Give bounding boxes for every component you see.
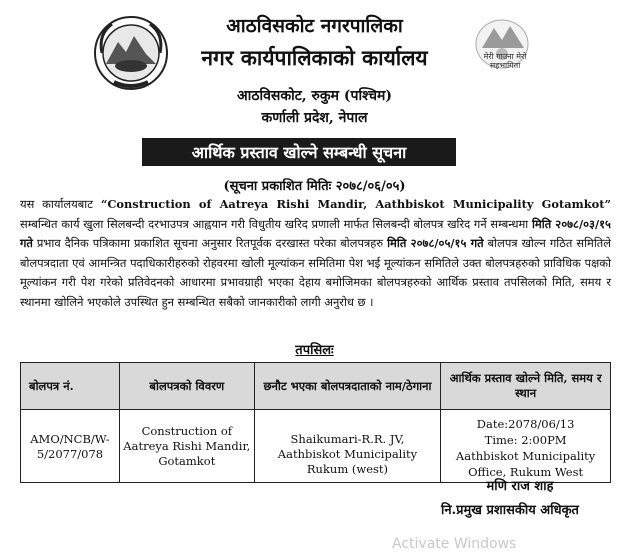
- date-highlight: मिति २०७८/०५/१५ गते: [387, 236, 484, 251]
- signatory-designation: नि.प्रमुख प्रशासकीय अधिकृत: [441, 503, 579, 518]
- header-opening: आर्थिक प्रस्ताव खोल्ने मिति, समय र स्थान: [441, 363, 611, 410]
- cell-bid-no: AMO/NCB/W-5/2077/078: [21, 410, 120, 483]
- paragraph-text: सम्बन्धित कार्य खुला सिलबन्दी दरभाउपत्र आह्वयान गरी विधुतीय खरिद प्रणाली मार्फत सिलबन्दी बोलपत्र खरिद गर्ने सम्बन्धमा: [20, 216, 532, 231]
- paragraph-text: यस कार्यालयबाट: [20, 197, 101, 211]
- office-address: आठविसकोट, रुकुम (पश्चिम): [237, 88, 392, 104]
- bid-table: [20, 362, 611, 483]
- cell-opening: [441, 410, 611, 483]
- header-description: बोलपत्रको विवरण: [119, 363, 254, 410]
- date-highlight: मिति २०७८/०३/१५ गते: [20, 216, 611, 251]
- project-name: “Construction of Aatreya Rishi Mandir, Aathbiskot Municipality Gotamkot”: [100, 197, 612, 211]
- table-header-row: [21, 363, 611, 410]
- paragraph-text: प्रभाव दैनिक पत्रिकामा प्रकाशित सूचना अनुसार रितपूर्वक दरखास्त परेका बोलपत्रहरु: [32, 236, 388, 251]
- notice-banner: आर्थिक प्रस्ताव खोल्ने सम्बन्धी सूचना: [142, 138, 456, 166]
- cell-description: Construction of Aatreya Rishi Mandir, Gotamkot: [119, 410, 254, 483]
- table-row: [21, 410, 611, 483]
- logo-text: मेरी गाउना मेरो सहभागिता: [483, 52, 527, 70]
- details-heading: तपसिलः: [295, 343, 334, 358]
- notice-paragraph: [20, 195, 611, 313]
- header-bid-no: बोलपत्र नं.: [21, 363, 120, 410]
- opening-place: Aathbiskot Municipality Office, Rukum West: [455, 449, 596, 479]
- cell-bidder: Shaikumari-R.R. JV, Aathbiskot Municipality Rukum (west): [254, 410, 441, 483]
- province-country: कर्णाली प्रदेश, नेपाल: [261, 110, 368, 126]
- signatory-name: मणि राज शाह: [486, 479, 554, 494]
- paragraph-text: बोलपत्र खोल्न गठित समितिले बोलपत्रदाता एवं आमन्त्रित पदाधिकारीहरुको रोहवरमा खोली मूल्यांकन समितिमा पेश भई मूल्यांकन समितिले उक्त बोलपत्रहरुको प्राविधिक पक्षको मूल्यांकन गरी पेश गरेको प्रतिवेदनको आधारमा प्रभावग्राही भएका देहाय बमोजिमका बोलपत्रहरुको आर्थिक प्रस्ताव तपसिलको मिति, समय र स्थानमा खोलिने भएकोले उपस्थित हुन सम्बन्धित सबैको जानकारीको लागी अनुरोध छ ।: [20, 236, 612, 309]
- opening-date: Date:2078/06/13: [476, 417, 575, 431]
- header-bidder: छनौट भएका बोलपत्रदाताको नाम/ठेगाना: [254, 363, 441, 410]
- office-title: नगर कार्यपालिकाको कार्यालय: [201, 45, 428, 70]
- office-name: आठविसकोट नगरपालिका: [226, 15, 403, 37]
- opening-time: Time: 2:00PM: [484, 433, 567, 447]
- publication-date: (सूचना प्रकाशित मितिः २०७८/०६/०५): [223, 179, 406, 194]
- activate-windows-watermark: Activate Windows: [392, 536, 517, 552]
